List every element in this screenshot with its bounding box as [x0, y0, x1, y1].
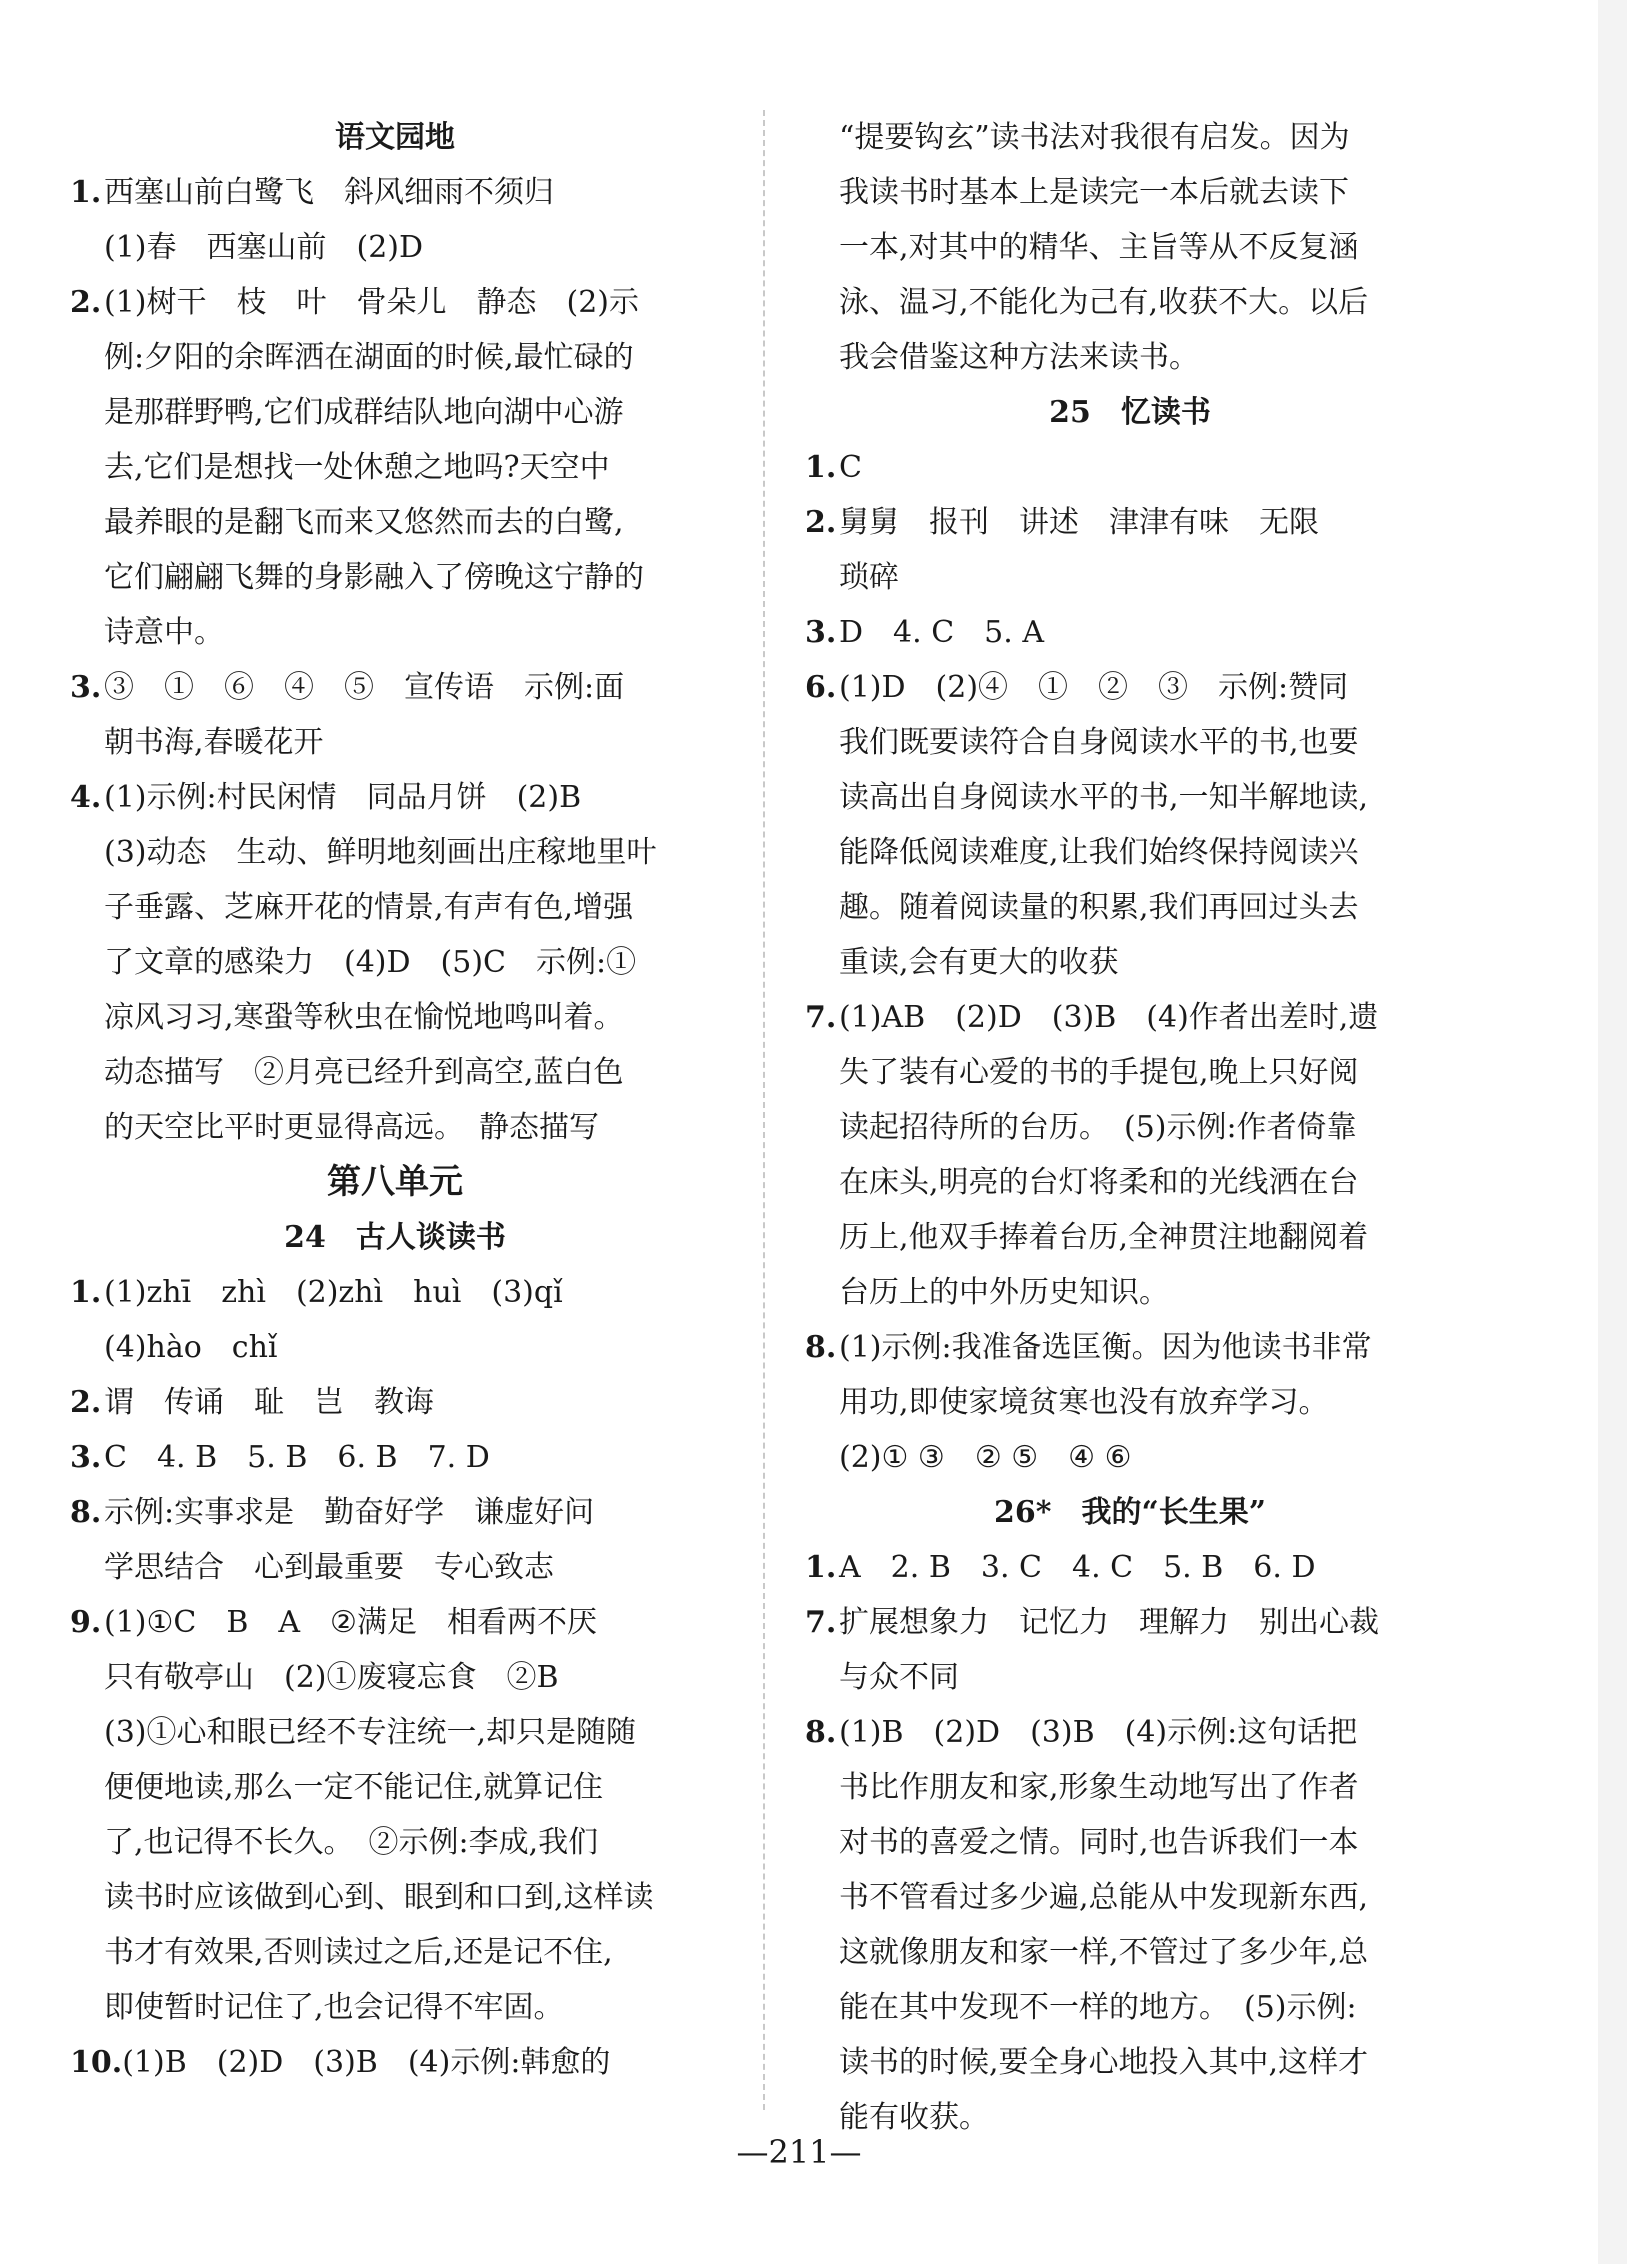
answer-line: 子垂露、芝麻开花的情景,有声有色,增强	[104, 890, 634, 925]
answer-line: 在床头,明亮的台灯将柔和的光线洒在台	[839, 1165, 1359, 1200]
answer-line: 只有敬亭山 (2)①废寝忘食 ②B	[104, 1660, 559, 1695]
answer-line: 我会借鉴这种方法来读书。	[839, 340, 1199, 375]
answer-line: 读书的时候,要全身心地投入其中,这样才	[839, 2045, 1369, 2080]
answer-line: 历上,他双手捧着台历,全神贯注地翻阅着	[839, 1220, 1369, 1255]
l26-question-8	[805, 1705, 1455, 2145]
answer-line: 一本,对其中的精华、主旨等从不反复涵	[839, 230, 1359, 265]
answer-line: 能在其中发现不一样的地方。 (5)示例:	[839, 1990, 1357, 2025]
section-title-yuwen-yuandi: 语文园地	[335, 120, 455, 155]
question-number: 8.	[805, 1330, 837, 1365]
answer-line: (1)AB (2)D (3)B (4)作者出差时,遗	[839, 1000, 1379, 1035]
answer-line: 这就像朋友和家一样,不管过了多少年,总	[839, 1935, 1369, 1970]
question-3	[70, 660, 720, 770]
l25-question-6	[805, 660, 1455, 990]
answer-line: 学思结合 心到最重要 专心致志	[104, 1550, 554, 1585]
question-1	[70, 165, 720, 275]
answer-line: 谓 传诵 耻 岂 教诲	[104, 1385, 434, 1420]
l24-question-9	[70, 1595, 720, 2035]
answer-line: 趣。随着阅读量的积累,我们再回过头去	[839, 890, 1359, 925]
question-number: 1.	[805, 450, 837, 485]
answer-line: 最养眼的是翻飞而来又悠然而去的白鹭,	[104, 505, 624, 540]
question-number: 2.	[805, 505, 837, 540]
answer-line: (1)zhī zhì (2)zhì huì (3)qǐ	[104, 1275, 563, 1310]
question-number: 10.	[70, 2045, 123, 2080]
answer-line: “提要钩玄”读书法对我很有启发。因为	[839, 120, 1350, 155]
answer-line: (3)①心和眼已经不专注统一,却只是随随	[104, 1715, 637, 1750]
answer-line: (1)春 西塞山前 (2)D	[104, 230, 424, 265]
l24-question-10	[70, 2035, 720, 2090]
l24-question-3-7	[70, 1430, 720, 1485]
answer-line: (3)动态 生动、鲜明地刻画出庄稼地里叶	[104, 835, 657, 870]
answer-line: 舅舅 报刊 讲述 津津有味 无限	[839, 505, 1319, 540]
answer-line: 读高出自身阅读水平的书,一知半解地读,	[839, 780, 1369, 815]
answer-line: (1)D (2)④ ① ② ③ 示例:赞同	[839, 670, 1349, 705]
question-number: 8.	[70, 1495, 102, 1530]
answer-line: 示例:实事求是 勤奋好学 谦虚好问	[104, 1495, 595, 1530]
l25-question-8	[805, 1320, 1455, 1485]
answer-line: 书比作朋友和家,形象生动地写出了作者	[839, 1770, 1359, 1805]
answer-line: (1)B (2)D (3)B (4)示例:韩愈的	[122, 2045, 611, 2080]
l26-question-7	[805, 1595, 1455, 1705]
answer-line: 台历上的中外历史知识。	[839, 1275, 1169, 1310]
answer-line: 动态描写 ②月亮已经升到高空,蓝白色	[104, 1055, 624, 1090]
answer-line: 读起招待所的台历。 (5)示例:作者倚靠	[839, 1110, 1357, 1145]
question-number: 2.	[70, 1385, 102, 1420]
answer-line: 了文章的感染力 (4)D (5)C 示例:①	[104, 945, 637, 980]
l24-question-10-continued	[805, 110, 1455, 385]
answer-line: (4)hào chǐ	[104, 1330, 278, 1365]
question-number: 3.	[70, 1440, 102, 1475]
answer-line: 琐碎	[839, 560, 899, 595]
answer-line: 的天空比平时更显得高远。 静态描写	[104, 1110, 599, 1145]
answer-line: 我们既要读符合自身阅读水平的书,也要	[839, 725, 1359, 760]
answer-line: (1)示例:村民闲情 同品月饼 (2)B	[104, 780, 582, 815]
answer-line: ③ ① ⑥ ④ ⑤ 宣传语 示例:面	[104, 670, 625, 705]
l24-question-1	[70, 1265, 720, 1375]
answer-line: 泳、温习,不能化为己有,收获不大。以后	[839, 285, 1369, 320]
question-number: 1.	[70, 175, 102, 210]
answer-line: (1)树干 枝 叶 骨朵儿 静态 (2)示	[104, 285, 639, 320]
answer-line: 扩展想象力 记忆力 理解力 别出心裁	[839, 1605, 1379, 1640]
question-number: 1.	[70, 1275, 102, 1310]
answer-line: 西塞山前白鹭飞 斜风细雨不须归	[104, 175, 554, 210]
answer-line: 用功,即使家境贫寒也没有放弃学习。	[839, 1385, 1329, 1420]
answer-line: 对书的喜爱之情。同时,也告诉我们一本	[839, 1825, 1359, 1860]
answer-line: 书才有效果,否则读过之后,还是记不住,	[104, 1935, 613, 1970]
question-number: 6.	[805, 670, 837, 705]
question-number: 7.	[805, 1000, 837, 1035]
answer-line: 与众不同	[839, 1660, 959, 1695]
l24-question-2	[70, 1375, 720, 1430]
answer-line: 能有收获。	[839, 2100, 989, 2135]
l24-question-8	[70, 1485, 720, 1595]
answer-line: A 2. B 3. C 4. C 5. B 6. D	[839, 1550, 1316, 1585]
page-number: —211—	[736, 2133, 862, 2171]
answer-line: 读书时应该做到心到、眼到和口到,这样读	[104, 1880, 654, 1915]
answer-line: C 4. B 5. B 6. B 7. D	[104, 1440, 490, 1475]
answer-line: (1)①C B A ②满足 相看两不厌	[104, 1605, 597, 1640]
l26-question-1-6	[805, 1540, 1455, 1595]
lesson-title-24: 24 古人谈读书	[284, 1220, 506, 1255]
answer-line: 朝书海,春暖花开	[104, 725, 324, 760]
question-number: 2.	[70, 285, 102, 320]
l25-question-7	[805, 990, 1455, 1320]
answer-line: 去,它们是想找一处休憩之地吗?天空中	[104, 450, 610, 485]
answer-line: 失了装有心爱的书的手提包,晚上只好阅	[839, 1055, 1359, 1090]
right-column	[805, 110, 1455, 2145]
answer-line: (1)B (2)D (3)B (4)示例:这句话把	[839, 1715, 1358, 1750]
answer-line: 是那群野鸭,它们成群结队地向湖中心游	[104, 395, 624, 430]
left-column	[70, 110, 720, 2090]
answer-line: 便便地读,那么一定不能记住,就算记住	[104, 1770, 604, 1805]
question-number: 1.	[805, 1550, 837, 1585]
l25-question-1	[805, 440, 1455, 495]
question-number: 4.	[70, 780, 102, 815]
answer-line: 重读,会有更大的收获	[839, 945, 1119, 980]
l25-question-3-5	[805, 605, 1455, 660]
lesson-title-25: 25 忆读书	[1049, 395, 1211, 430]
lesson-title-26: 26* 我的“长生果”	[994, 1495, 1266, 1530]
answer-line: 了,也记得不长久。 ②示例:李成,我们	[104, 1825, 599, 1860]
answer-line: 能降低阅读难度,让我们始终保持阅读兴	[839, 835, 1359, 870]
column-divider	[763, 110, 765, 2110]
question-number: 9.	[70, 1605, 102, 1640]
question-number: 3.	[70, 670, 102, 705]
answer-line: 我读书时基本上是读完一本后就去读下	[839, 175, 1349, 210]
unit-title: 第八单元	[327, 1162, 463, 1202]
answer-line: (1)示例:我准备选匡衡。因为他读书非常	[839, 1330, 1372, 1365]
question-2	[70, 275, 720, 660]
answer-line: D 4. C 5. A	[839, 615, 1044, 650]
question-number: 7.	[805, 1605, 837, 1640]
l25-question-2	[805, 495, 1455, 605]
answer-line: 书不管看过多少遍,总能从中发现新东西,	[839, 1880, 1369, 1915]
answer-line: 它们翩翩飞舞的身影融入了傍晚这宁静的	[104, 560, 644, 595]
answer-line: 即使暂时记住了,也会记得不牢固。	[104, 1990, 564, 2025]
answer-line: (2)① ③ ② ⑤ ④ ⑥	[839, 1440, 1132, 1475]
answer-line: 凉风习习,寒蛩等秋虫在愉悦地鸣叫着。	[104, 1000, 624, 1035]
question-number: 8.	[805, 1715, 837, 1750]
answer-line: C	[839, 450, 862, 485]
answer-line: 诗意中。	[104, 615, 224, 650]
question-4	[70, 770, 720, 1155]
answer-line: 例:夕阳的余晖洒在湖面的时候,最忙碌的	[104, 340, 634, 375]
question-number: 3.	[805, 615, 837, 650]
